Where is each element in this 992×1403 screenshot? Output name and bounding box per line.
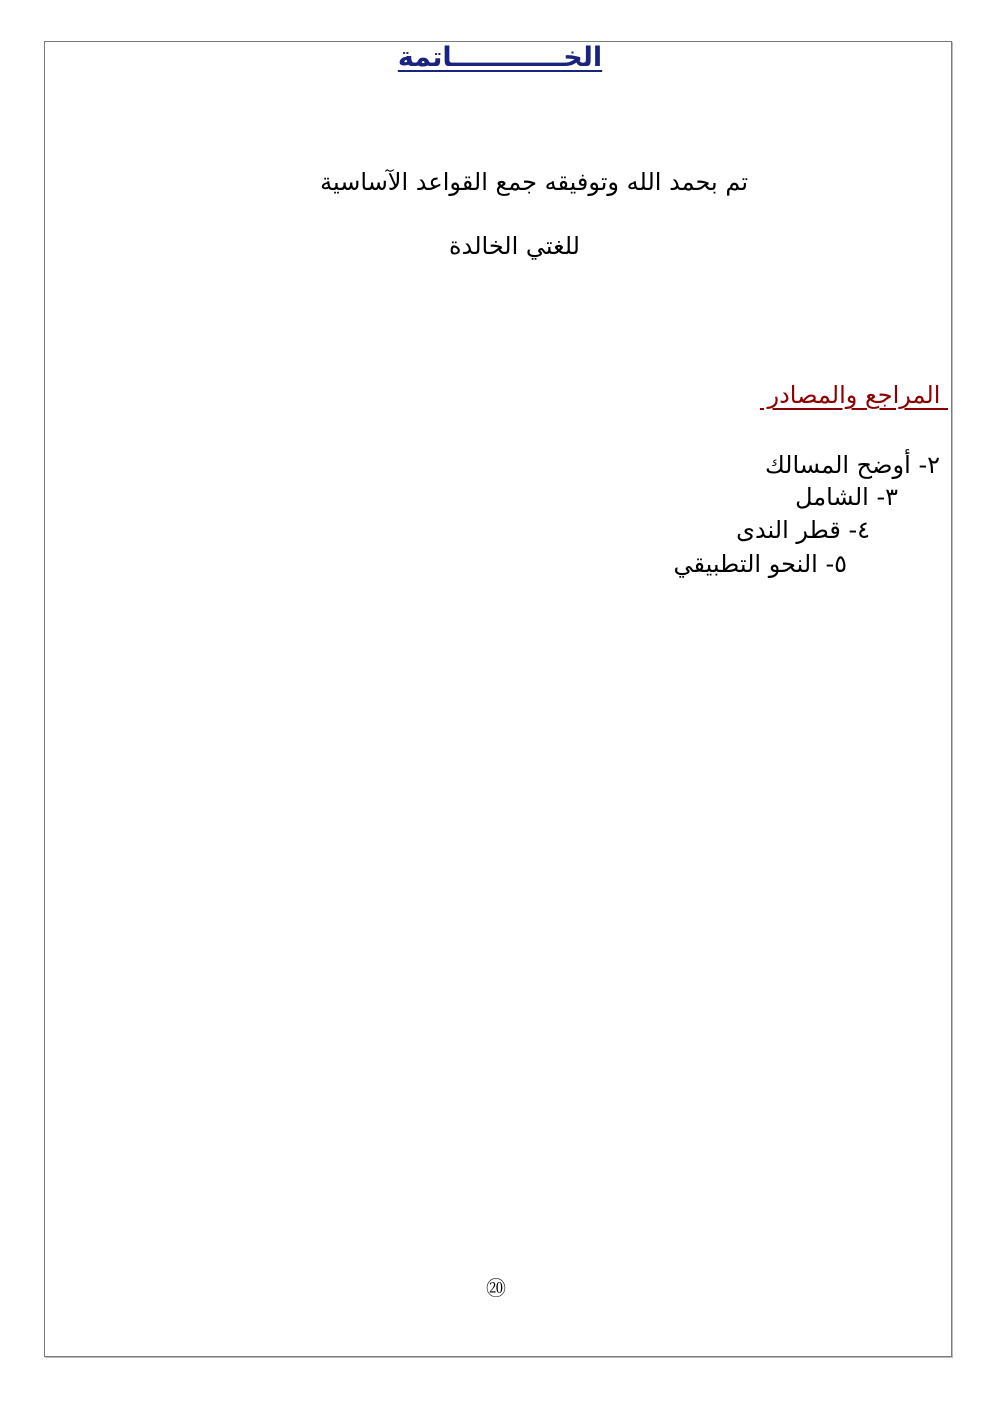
closing-line-1: تم بحمد الله وتوفيقه جمع القواعد الآساسية (320, 168, 748, 196)
references-heading: المراجع والمصادر (759, 381, 948, 409)
reference-item: ٤- قطر الندى (736, 516, 870, 544)
reference-item: ٥- النحو التطبيقي (673, 550, 847, 578)
closing-line-2: للغتي الخالدة (449, 232, 580, 260)
reference-item: ٢- أوضح المسالك (764, 451, 940, 479)
reference-item: ٣- الشامل (795, 483, 898, 511)
page-number: ⑳ (486, 1276, 506, 1300)
page-title: الخــــــــــــاتمة (397, 42, 603, 73)
